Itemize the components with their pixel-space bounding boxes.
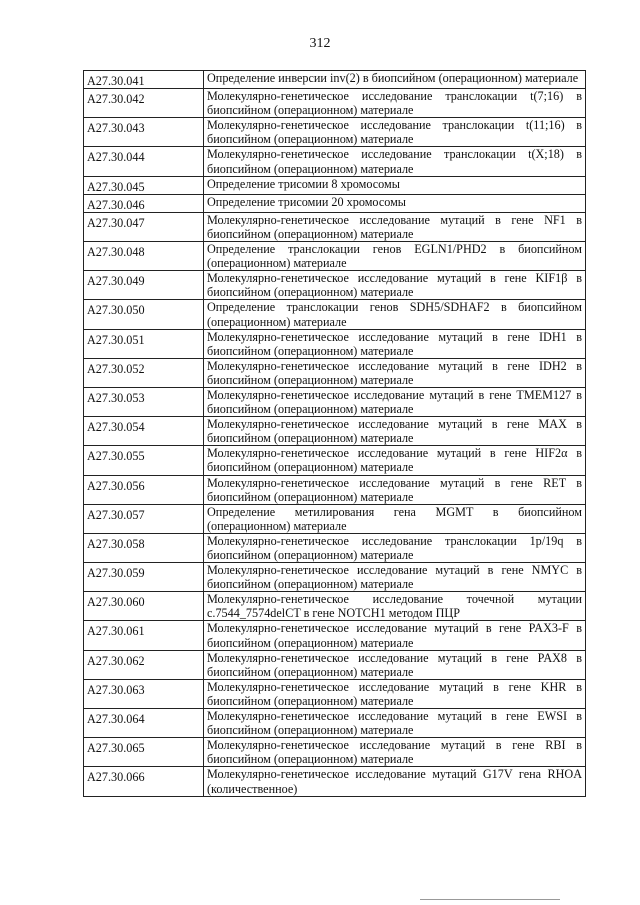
- procedure-code: A27.30.064: [84, 709, 204, 738]
- procedure-description: Молекулярно-генетическое исследование мутаций в гене IDH2 в биопсийном (операционном) материале: [204, 358, 586, 387]
- procedure-description: Молекулярно-генетическое исследование мутаций в гене MAX в биопсийном (операционном) материале: [204, 417, 586, 446]
- table-row: [84, 475, 586, 504]
- procedure-code: A27.30.043: [84, 118, 204, 147]
- table-row: [84, 71, 586, 89]
- table-row: [84, 329, 586, 358]
- procedure-description: Молекулярно-генетическое исследование мутаций в гене HIF2α в биопсийном (операционном) материале: [204, 446, 586, 475]
- procedure-code: A27.30.066: [84, 767, 204, 796]
- table-row: [84, 767, 586, 796]
- table-row: [84, 563, 586, 592]
- table-row: [84, 212, 586, 241]
- procedure-description: Определение инверсии inv(2) в биопсийном (операционном) материале: [204, 71, 586, 89]
- procedure-code: A27.30.046: [84, 194, 204, 212]
- procedure-description: Молекулярно-генетическое исследование мутаций в гене PAX3-F в биопсийном (операционном) материале: [204, 621, 586, 650]
- procedure-description: Определение трисомии 8 хромосомы: [204, 176, 586, 194]
- procedure-description: Молекулярно-генетическое исследование транслокации t(X;18) в биопсийном (операционном) материале: [204, 147, 586, 176]
- procedure-code: A27.30.047: [84, 212, 204, 241]
- procedure-description: Молекулярно-генетическое исследование мутаций в гене EWSI в биопсийном (операционном) материале: [204, 709, 586, 738]
- procedure-code: A27.30.062: [84, 650, 204, 679]
- procedure-code: A27.30.057: [84, 504, 204, 533]
- table-row: [84, 446, 586, 475]
- procedure-code: A27.30.041: [84, 71, 204, 89]
- procedure-table: [83, 70, 586, 797]
- procedure-code: A27.30.065: [84, 738, 204, 767]
- procedure-description: Определение транслокации генов SDH5/SDHAF2 в биопсийном (операционном) материале: [204, 300, 586, 329]
- procedure-description: Молекулярно-генетическое исследование мутаций в гене RET в биопсийном (операционном) материале: [204, 475, 586, 504]
- table-row: [84, 147, 586, 176]
- table-row: [84, 89, 586, 118]
- table-row: [84, 118, 586, 147]
- procedure-code: A27.30.060: [84, 592, 204, 621]
- page-number: 312: [309, 36, 331, 51]
- procedure-code: A27.30.059: [84, 563, 204, 592]
- table-row: [84, 417, 586, 446]
- procedure-description: Молекулярно-генетическое исследование транслокации t(7;16) в биопсийном (операционном) материале: [204, 89, 586, 118]
- table-row: [84, 194, 586, 212]
- procedure-code: A27.30.054: [84, 417, 204, 446]
- table-row: [84, 504, 586, 533]
- procedure-code: A27.30.044: [84, 147, 204, 176]
- procedure-description: Молекулярно-генетическое исследование точечной мутации c.7544_7574delCT в гене NOTCH1 методом ПЦР: [204, 592, 586, 621]
- procedure-code: A27.30.052: [84, 358, 204, 387]
- procedure-table-body: [84, 71, 586, 797]
- procedure-code: A27.30.053: [84, 387, 204, 416]
- procedure-code: A27.30.058: [84, 533, 204, 562]
- procedure-description: Молекулярно-генетическое исследование мутаций в гене PAX8 в биопсийном (операционном) материале: [204, 650, 586, 679]
- procedure-code: A27.30.051: [84, 329, 204, 358]
- table-row: [84, 679, 586, 708]
- table-row: [84, 709, 586, 738]
- table-row: [84, 176, 586, 194]
- table-row: [84, 533, 586, 562]
- table-row: [84, 738, 586, 767]
- scan-artifact-line: [420, 899, 560, 900]
- procedure-description: Молекулярно-генетическое исследование мутаций в гене NMYC в биопсийном (операционном) материале: [204, 563, 586, 592]
- table-row: [84, 242, 586, 271]
- procedure-code: A27.30.055: [84, 446, 204, 475]
- procedure-description: Определение трисомии 20 хромосомы: [204, 194, 586, 212]
- table-row: [84, 592, 586, 621]
- procedure-description: Молекулярно-генетическое исследование мутаций в гене IDH1 в биопсийном (операционном) материале: [204, 329, 586, 358]
- procedure-code: A27.30.045: [84, 176, 204, 194]
- procedure-description: Молекулярно-генетическое исследование мутаций в гене NF1 в биопсийном (операционном) материале: [204, 212, 586, 241]
- procedure-description: Молекулярно-генетическое исследование транслокации 1p/19q в биопсийном (операционном) материале: [204, 533, 586, 562]
- table-row: [84, 358, 586, 387]
- table-row: [84, 621, 586, 650]
- procedure-description: Молекулярно-генетическое исследование транслокации t(11;16) в биопсийном (операционном) материале: [204, 118, 586, 147]
- procedure-description: Определение транслокации генов EGLN1/PHD2 в биопсийном (операционном) материале: [204, 242, 586, 271]
- table-row: [84, 271, 586, 300]
- table-row: [84, 387, 586, 416]
- procedure-code: A27.30.063: [84, 679, 204, 708]
- procedure-code: A27.30.042: [84, 89, 204, 118]
- procedure-code: A27.30.061: [84, 621, 204, 650]
- procedure-code: A27.30.056: [84, 475, 204, 504]
- procedure-code: A27.30.048: [84, 242, 204, 271]
- procedure-description: Определение метилирования гена MGMT в биопсийном (операционном) материале: [204, 504, 586, 533]
- procedure-description: Молекулярно-генетическое исследование мутаций в гене RBI в биопсийном (операционном) материале: [204, 738, 586, 767]
- procedure-description: Молекулярно-генетическое исследование мутаций G17V гена RHOA (количественное): [204, 767, 586, 796]
- table-row: [84, 650, 586, 679]
- procedure-code: A27.30.050: [84, 300, 204, 329]
- procedure-description: Молекулярно-генетическое исследование мутаций в гене KIF1β в биопсийном (операционном) материале: [204, 271, 586, 300]
- procedure-code: A27.30.049: [84, 271, 204, 300]
- procedure-description: Молекулярно-генетическое исследование мутаций в гене KHR в биопсийном (операционном) материале: [204, 679, 586, 708]
- procedure-description: Молекулярно-генетическое исследование мутаций в гене TMEM127 в биопсийном (операционном) материале: [204, 387, 586, 416]
- table-row: [84, 300, 586, 329]
